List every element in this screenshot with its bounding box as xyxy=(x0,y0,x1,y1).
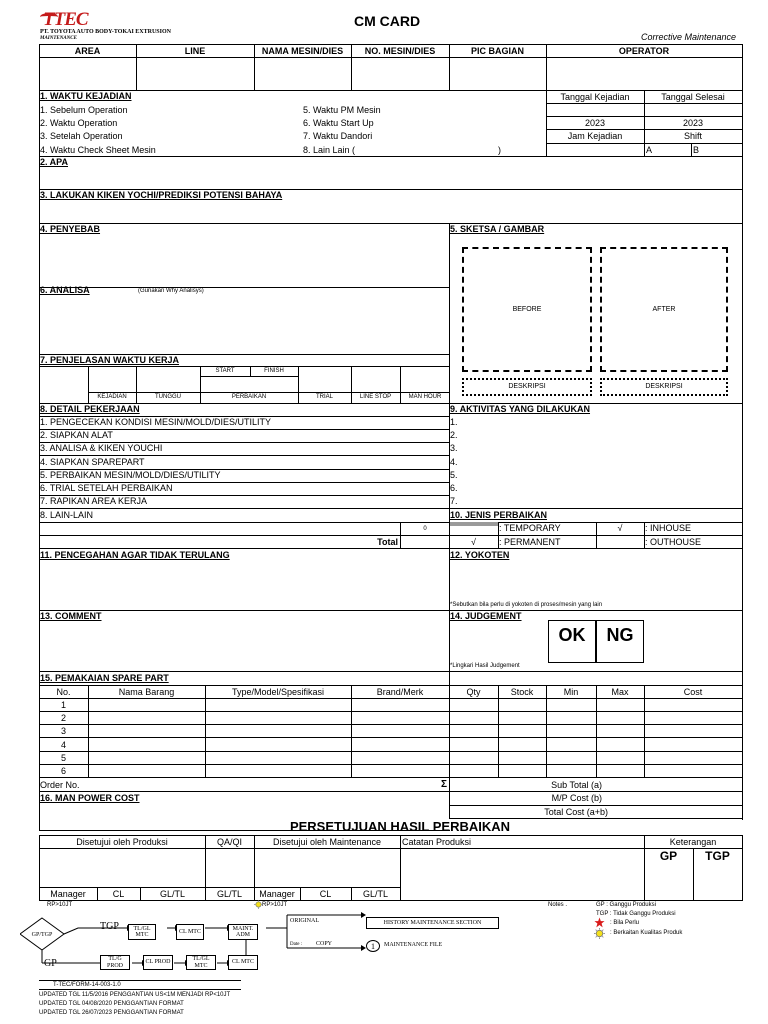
s1-item: 1. Sebelum Operation xyxy=(40,105,128,115)
s9-item: 1. xyxy=(450,417,458,427)
ng-label: NG xyxy=(606,625,634,645)
s10-gray-cell xyxy=(450,522,498,526)
desc-before-label: DESKRIPSI xyxy=(508,383,546,390)
s7-title: 7. PENJELASAN WAKTU KERJA xyxy=(40,355,180,365)
update-line: UPDATED TGL 11/5/2016 PENGGANTIAN US<1M MENJADI RP<10JT xyxy=(39,992,231,998)
s8-item: 4. SIAPKAN SPAREPART xyxy=(40,457,145,467)
s15-row-no: 5 xyxy=(60,753,66,763)
s7-start: START xyxy=(215,368,235,374)
role-label: CL xyxy=(112,889,125,899)
s7-col: TUNGGU xyxy=(155,394,181,400)
approved-production: Disetujui oleh Produksi xyxy=(76,837,168,847)
s16-title: 16. MAN POWER COST xyxy=(40,793,140,803)
s1-item: 6. Waktu Start Up xyxy=(303,118,374,128)
page-subtitle: Corrective Maintenance xyxy=(641,32,737,42)
s8-item: 1. PENGECEKAN KONDISI MESIN/MOLD/DIES/UTILITY xyxy=(40,417,272,427)
logo-swoosh xyxy=(40,13,58,21)
s6-note: (Gunakan Why Analisys) xyxy=(138,288,204,294)
s7-col: LINE STOP xyxy=(359,394,392,400)
after-label: AFTER xyxy=(652,306,676,313)
note-tgp: TGP : Tidak Ganggu Produksi xyxy=(596,911,676,917)
company-logo: TTEC xyxy=(43,9,88,30)
role-label: Manager xyxy=(50,889,86,899)
desc-after-label: DESKRIPSI xyxy=(645,383,683,390)
rp-limit-2: RP>10JT xyxy=(262,902,288,908)
approval-title: PERSETUJUAN HASIL PERBAIKAN xyxy=(289,819,511,834)
before-label: BEFORE xyxy=(512,306,542,313)
flow-original: ORIGINAL xyxy=(290,918,319,924)
total-cost-label: Total Cost (a+b) xyxy=(544,807,608,817)
s15-row-no: 6 xyxy=(60,766,66,776)
update-line: UPDATED TGL 04/08/2020 PENGGANTIAN FORMAT xyxy=(39,1001,184,1007)
s15-title: 15. PEMAKAIAN SPARE PART xyxy=(40,673,169,683)
s6-title: 6. ANALISA xyxy=(40,285,90,295)
role-label: GL/TL xyxy=(159,889,185,899)
s4-title: 4. PENYEBAB xyxy=(40,224,101,234)
flow-cl-mtc-2: CL MTC xyxy=(228,955,258,970)
flow-cl-mtc: CL MTC xyxy=(176,924,204,940)
subtotal-label: Sub Total (a) xyxy=(551,780,602,790)
s15-col: Cost xyxy=(683,687,703,697)
s7-col: TRIAL xyxy=(315,394,333,400)
role-label: CL xyxy=(319,889,332,899)
s1-item: 3. Setelah Operation xyxy=(40,131,123,141)
s8-item: 2. SIAPKAN ALAT xyxy=(40,430,113,440)
s15-col: Stock xyxy=(510,687,534,697)
s15-col: Max xyxy=(611,687,629,697)
approved-maintenance: Disetujui oleh Maintenance xyxy=(272,837,382,847)
s14-title: 14. JUDGEMENT xyxy=(450,611,522,621)
s3-title: 3. LAKUKAN KIKEN YOCHI/PREDIKSI POTENSI BAHAYA xyxy=(40,190,283,200)
department-name: MAINTENANCE xyxy=(40,36,77,41)
s1-item: 4. Waktu Check Sheet Mesin xyxy=(40,145,156,155)
s15-col: Qty xyxy=(466,687,481,697)
col-line: LINE xyxy=(184,46,206,56)
shift-b[interactable]: B xyxy=(693,145,700,155)
note-gp: GP : Ganggu Produksi xyxy=(596,902,656,908)
role-label: Manager xyxy=(259,889,295,899)
flow-history: HISTORY MAINTENANCE SECTION xyxy=(366,917,499,929)
s5-title: 5. SKETSA / GAMBAR xyxy=(450,224,545,234)
col-pic: PIC BAGIAN xyxy=(470,46,524,56)
s7-col: PERBAIKAN xyxy=(231,394,267,400)
col-operator: OPERATOR xyxy=(618,46,670,56)
flow-maint-adm: MAINT. ADM xyxy=(228,924,258,940)
note-sun: : Berkaitan Kualitas Produk xyxy=(610,930,683,936)
s9-item: 2. xyxy=(450,430,458,440)
permanent-check: √ xyxy=(471,537,476,547)
flow-tlgl-mtc-2: TL/GL MTC xyxy=(186,955,216,970)
s12-note: *Sebutkan bila perlu di yokoten di proses/mesin yang lain xyxy=(450,602,603,608)
s7-finish: FINISH xyxy=(264,368,284,374)
s1-title: 1. WAKTU KEJADIAN xyxy=(40,91,132,101)
sigma-symbol: Σ xyxy=(441,779,448,790)
production-notes-label: Catatan Produksi xyxy=(402,837,472,847)
s2-title: 2. APA xyxy=(40,157,69,167)
s9-item: 6. xyxy=(450,483,458,493)
flow-cl-prod: CL PROD xyxy=(143,955,173,970)
s15-row-no: 4 xyxy=(60,740,66,750)
flow-date: Date : xyxy=(290,942,303,947)
col-machine-name: NAMA MESIN/DIES xyxy=(261,46,344,56)
role-label: GL/TL xyxy=(362,889,388,899)
s9-item: 7. xyxy=(450,496,458,506)
form-code: T-TEC/FORM-14-003-1.0 xyxy=(39,980,241,990)
keterangan-label: Keterangan xyxy=(669,837,717,847)
s14-note: *Lingkari Hasil Judgement xyxy=(450,663,520,669)
s9-item: 5. xyxy=(450,470,458,480)
date-finished-year[interactable]: 2023 xyxy=(682,118,704,128)
s9-item: 4. xyxy=(450,457,458,467)
s8-zero-value: 0 xyxy=(423,526,427,532)
tgp-label: TGP xyxy=(705,849,730,863)
temporary-option[interactable]: : TEMPORARY xyxy=(499,523,561,533)
s8-title: 8. DETAIL PEKERJAAN xyxy=(40,404,140,414)
s8-item: 5. PERBAIKAN MESIN/MOLD/DIES/UTILITY xyxy=(40,470,221,480)
flow-gp-label: GP xyxy=(44,958,57,969)
mp-cost-label: M/P Cost (b) xyxy=(551,793,602,803)
qa-qi-label: QA/QI xyxy=(216,837,242,847)
ok-label: OK xyxy=(558,625,586,645)
time-occurred-label: Jam Kejadian xyxy=(567,131,623,141)
page-title: CM CARD xyxy=(354,13,421,29)
s7-col: KEJADIAN xyxy=(97,394,127,400)
flow-tgp-label: TGP xyxy=(100,921,119,932)
shift-a[interactable]: A xyxy=(646,145,653,155)
s1-item: 2. Waktu Operation xyxy=(40,118,118,128)
col-machine-no: NO. MESIN/DIES xyxy=(364,46,436,56)
s15-col: Brand/Merk xyxy=(376,687,424,697)
sun-icon xyxy=(594,928,605,939)
shift-label: Shift xyxy=(683,131,702,141)
notes-label: Notes . xyxy=(548,902,568,908)
s12-title: 12. YOKOTEN xyxy=(450,550,510,560)
col-area: AREA xyxy=(74,46,101,56)
permanent-option[interactable]: : PERMANENT xyxy=(499,537,561,547)
gp-label: GP xyxy=(659,849,678,863)
s15-col: No. xyxy=(56,687,71,697)
s15-row-no: 3 xyxy=(60,726,66,736)
note-star: : Bila Perlu xyxy=(610,920,640,926)
date-finished-label: Tanggal Selesai xyxy=(661,92,725,102)
date-occurred-label: Tanggal Kejadian xyxy=(560,92,630,102)
date-occurred-year[interactable]: 2023 xyxy=(584,118,606,128)
s10-title: 10. JENIS PERBAIKAN xyxy=(450,510,548,520)
s1-item: 8. Lain Lain ( xyxy=(303,145,356,155)
s9-title: 9. AKTIVITAS YANG DILAKUKAN xyxy=(450,404,591,414)
s15-col: Min xyxy=(563,687,579,697)
s8-item: 6. TRIAL SETELAH PERBAIKAN xyxy=(40,483,173,493)
s15-col: Nama Barang xyxy=(118,687,175,697)
inhouse-check: √ xyxy=(617,523,623,533)
s8-item: 8. LAIN-LAIN xyxy=(40,510,94,520)
s8-item: 7. RAPIKAN AREA KERJA xyxy=(40,496,148,506)
s15-row-no: 1 xyxy=(60,700,66,710)
outhouse-option[interactable]: : OUTHOUSE xyxy=(645,537,702,547)
s11-title: 11. PENCEGAHAN AGAR TIDAK TERULANG xyxy=(40,550,230,560)
s1-item: 5. Waktu PM Mesin xyxy=(303,105,381,115)
s8-item: 3. ANALISA & KIKEN YOUCHI xyxy=(40,443,163,453)
s15-col: Type/Model/Spesifikasi xyxy=(231,687,325,697)
order-no-label: Order No. xyxy=(40,780,80,790)
s9-item: 3. xyxy=(450,443,458,453)
s7-col: MAN HOUR xyxy=(408,394,442,400)
role-label: GL/TL xyxy=(216,889,242,899)
s1-item: 7. Waktu Dandori xyxy=(303,131,373,141)
flow-circle-1: 1 xyxy=(366,940,380,952)
flow-tlg-prod: TL/G PROD xyxy=(100,955,130,970)
company-name: PT. TOYOTA AUTO BODY-TOKAI EXTRUSION xyxy=(40,29,171,35)
star-icon xyxy=(594,917,605,928)
s1-close-paren: ) xyxy=(498,145,501,155)
flow-copy: COPY xyxy=(316,941,333,947)
flow-maintenance-file: MAINTENANCE FILE xyxy=(384,942,443,948)
flow-tlgl-mtc: TL/GL MTC xyxy=(128,924,156,940)
s8-total-label: Total xyxy=(377,537,398,547)
flow-gptgp-label: GP/TGP xyxy=(31,932,53,938)
update-line: UPDATED TGL 26/07/2023 PENGGANTIAN FORMAT xyxy=(39,1010,184,1016)
inhouse-option[interactable]: : INHOUSE xyxy=(645,523,692,533)
s13-title: 13. COMMENT xyxy=(40,611,102,621)
rp-limit-1: RP>10JT xyxy=(47,902,73,908)
s15-row-no: 2 xyxy=(60,713,66,723)
